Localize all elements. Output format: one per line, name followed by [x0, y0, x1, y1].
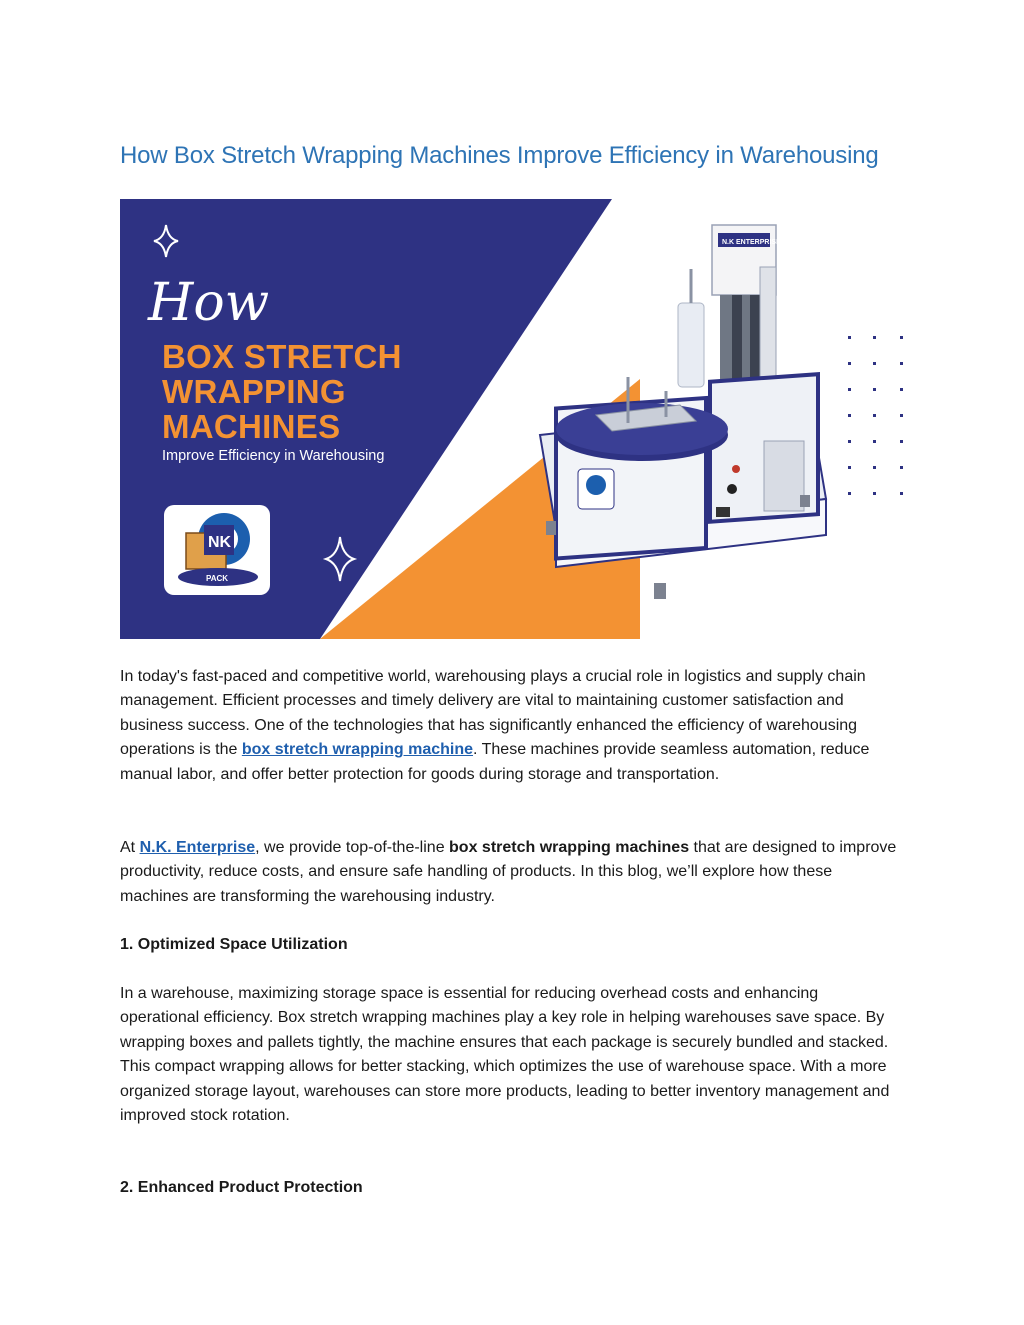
company-bold-text: box stretch wrapping machines: [449, 839, 690, 856]
svg-text:NK: NK: [208, 534, 232, 551]
intro-text-1: In today's fast-paced and competitive world, warehousing plays a crucial role in logistics and supply chain management. Efficient processes and timely delivery are vital to maintaining customer satisfaction and business success. One of the technologies that has significantly enhanced the efficiency of warehousing operations is the: [120, 668, 866, 759]
company-text-3: that are designed to improve productivity, reduce costs, and ensure safe handling of products. In this blog, we’ll explore how these machines are transforming the warehousing industry.: [120, 839, 897, 905]
nk-pack-logo: [164, 505, 270, 595]
company-paragraph: [120, 836, 900, 909]
intro-paragraph: [120, 665, 900, 787]
section-heading-1: 1. Optimized Space Utilization: [120, 936, 348, 953]
company-text-2: , we provide top-of-the-line: [255, 839, 450, 856]
svg-text:PACK: PACK: [206, 574, 229, 583]
banner-script-word: How: [148, 273, 270, 333]
intro-text-2: . These machines provide seamless automation, reduce manual labor, and offer better protection for goods during storage and transportation.: [120, 741, 870, 783]
banner-subheadline: Improve Efficiency in Warehousing: [162, 448, 385, 464]
banner-headline-line-3: MACHINES: [162, 408, 341, 445]
company-text-1: At: [120, 839, 140, 856]
banner-graphic: [120, 199, 906, 639]
banner-headline-line-2: WRAPPING: [162, 373, 346, 410]
decorative-dot-grid: [848, 336, 903, 495]
section-heading-2: 2. Enhanced Product Protection: [120, 1179, 363, 1196]
banner-headline-line-1: BOX STRETCH: [162, 338, 402, 375]
stretch-wrapping-machine-image: [540, 225, 826, 599]
section-body-1: In a warehouse, maximizing storage space is essential for reducing overhead costs and enhancing operational efficiency. Box stretch wrapping machines play a key role in helping warehouses save space. By wrapping boxes and pallets tightly, the machine ensures that each package is securely bundled and stacked. This compact wrapping allows for better stacking, which optimizes the use of warehouse space. With a more organized storage layout, warehouses can store more products, leading to better inventory management and improved stock rotation.: [120, 985, 890, 1125]
svg-text:N.K ENTERPRISE: N.K ENTERPRISE: [722, 239, 781, 246]
nk-enterprise-link[interactable]: N.K. Enterprise: [139, 839, 256, 856]
page-title: How Box Stretch Wrapping Machines Improve Efficiency in Warehousing: [120, 142, 879, 169]
hero-banner: [120, 199, 906, 639]
box-stretch-wrapping-machine-link[interactable]: box stretch wrapping machine: [241, 741, 474, 759]
